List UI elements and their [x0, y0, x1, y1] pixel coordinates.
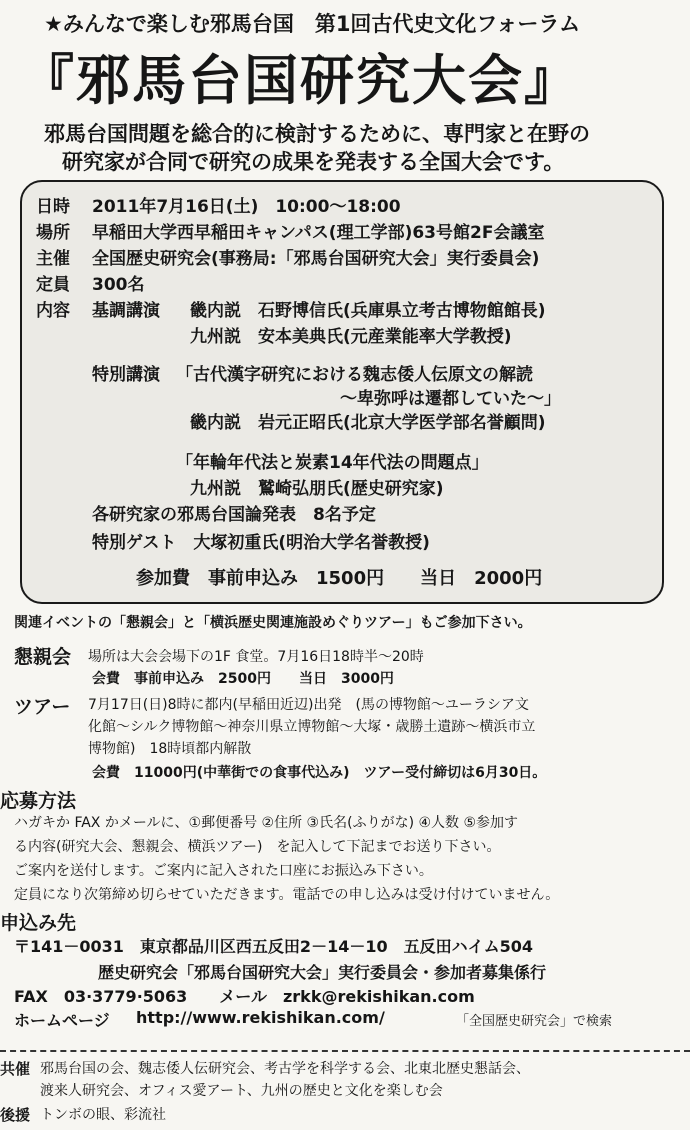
participation-fee: 参加費 事前申込み 1500円 当日 2000円 — [136, 568, 543, 589]
keynote-label: 基調講演 — [92, 301, 160, 321]
keynote-speaker-2: 九州説 安本美典氏(元産業能率大学教授) — [190, 327, 512, 347]
host-label: 主催 — [36, 249, 70, 269]
keynote-speaker-1: 畿内説 石野博信氏(兵庫県立考古博物館館長) — [190, 301, 546, 321]
fax-and-email: FAX 03·3779·5063 メール zrkk@rekishikan.com — [14, 987, 475, 1006]
tour-label: ツアー — [14, 696, 71, 718]
application-method-line-2: る内容(研究大会、懇親会、横浜ツアー) を記入して下記までお送り下さい。 — [14, 839, 501, 855]
venue-label: 場所 — [36, 223, 70, 243]
special-lecture-2-speaker: 九州説 鷲崎弘朋氏(歴史研究家) — [190, 479, 444, 499]
party-fee: 会費 事前申込み 2500円 当日 3000円 — [92, 671, 394, 687]
page-title: 『邪馬台国研究大会』 — [20, 48, 580, 112]
host-value: 全国歴史研究会(事務局:「邪馬台国研究大会」実行委員会) — [92, 249, 540, 269]
special-guest-line: 特別ゲスト 大塚初重氏(明治大学名誉教授) — [92, 533, 430, 553]
postal-address: 〒141－0031 東京都品川区西五反田2－14－10 五反田ハイム504 — [14, 937, 533, 956]
application-method-line-4: 定員になり次第締め切らせていただきます。電話での申し込みは受け付けていません。 — [14, 887, 560, 903]
capacity-value: 300名 — [92, 275, 145, 295]
special-lecture-label: 特別講演 — [92, 365, 160, 385]
committee-name: 歴史研究会「邪馬台国研究大会」実行委員会・参加者募集係行 — [98, 963, 547, 982]
cosponsor-label: 共催 — [0, 1060, 31, 1078]
cosponsor-line-2: 渡来人研究会、オフィス愛アート、九州の歴史と文化を楽しむ会 — [40, 1083, 443, 1099]
party-label: 懇親会 — [14, 646, 72, 668]
tour-line-1: 7月17日(日)8時に都内(早稲田近辺)出発 (馬の博物館～ユーラシア文 — [88, 697, 529, 713]
tour-line-3: 博物館) 18時頃都内解散 — [88, 741, 252, 757]
application-method-label: 応募方法 — [0, 790, 77, 812]
application-destination-label: 申込み先 — [0, 912, 77, 934]
lead-line-1: 邪馬台国問題を総合的に検討するために、専門家と在野の — [44, 122, 590, 146]
special-lecture-1-subtitle: ～卑弥呼は遷都していた～」 — [340, 389, 561, 409]
special-lecture-2-title: 「年輪年代法と炭素14年代法の問題点」 — [176, 453, 489, 473]
homepage-label: ホームページ — [14, 1011, 110, 1030]
forum-subtitle: ★みんなで楽しむ邪馬台国 第1回古代史文化フォーラム — [44, 12, 581, 36]
cosponsor-line-1: 邪馬台国の会、魏志倭人伝研究会、考古学を科学する会、北東北歴史懇話会、 — [40, 1061, 530, 1077]
tour-line-2: 化館～シルク博物館～神奈川県立博物館～大塚・歳勝土遺跡～横浜市立 — [88, 719, 536, 735]
party-place: 場所は大会会場下の1F 食堂。7月16日18時半～20時 — [88, 649, 424, 665]
tour-fee: 会費 11000円(中華街での食事代込み) ツアー受付締切は6月30日。 — [92, 765, 547, 781]
support-value: トンボの眼、彩流社 — [40, 1107, 166, 1123]
related-events-intro: 関連イベントの「懇親会」と「横浜歴史関連施設めぐりツアー」もご参加下さい。 — [14, 615, 532, 631]
search-hint: 「全国歴史研究会」で検索 — [456, 1014, 613, 1029]
content-label: 内容 — [36, 301, 70, 321]
venue-value: 早稲田大学西早稲田キャンパス(理工学部)63号館2F会議室 — [92, 223, 545, 243]
support-label: 後援 — [0, 1106, 31, 1124]
datetime-label: 日時 — [36, 197, 70, 217]
datetime-value: 2011年7月16日(土) 10:00～18:00 — [92, 197, 401, 217]
special-lecture-1-speaker: 畿内説 岩元正昭氏(北京大学医学部名誉顧問) — [190, 413, 546, 433]
application-method-line-3: ご案内を送付します。ご案内に記入された口座にお振込み下さい。 — [14, 863, 433, 879]
lead-line-2: 研究家が合同で研究の成果を発表する全国大会です。 — [62, 150, 565, 174]
homepage-url[interactable]: http://www.rekishikan.com/ — [136, 1008, 385, 1027]
researchers-line: 各研究家の邪馬台国論発表 8名予定 — [92, 505, 376, 525]
application-method-line-1: ハガキか FAX かメールに、①郵便番号 ②住所 ③氏名(ふりがな) ④人数 ⑤参加す — [14, 815, 519, 831]
special-lecture-1-title: 「古代漢字研究における魏志倭人伝原文の解読 — [176, 365, 533, 385]
capacity-label: 定員 — [36, 275, 70, 295]
dashed-divider — [0, 1050, 690, 1052]
